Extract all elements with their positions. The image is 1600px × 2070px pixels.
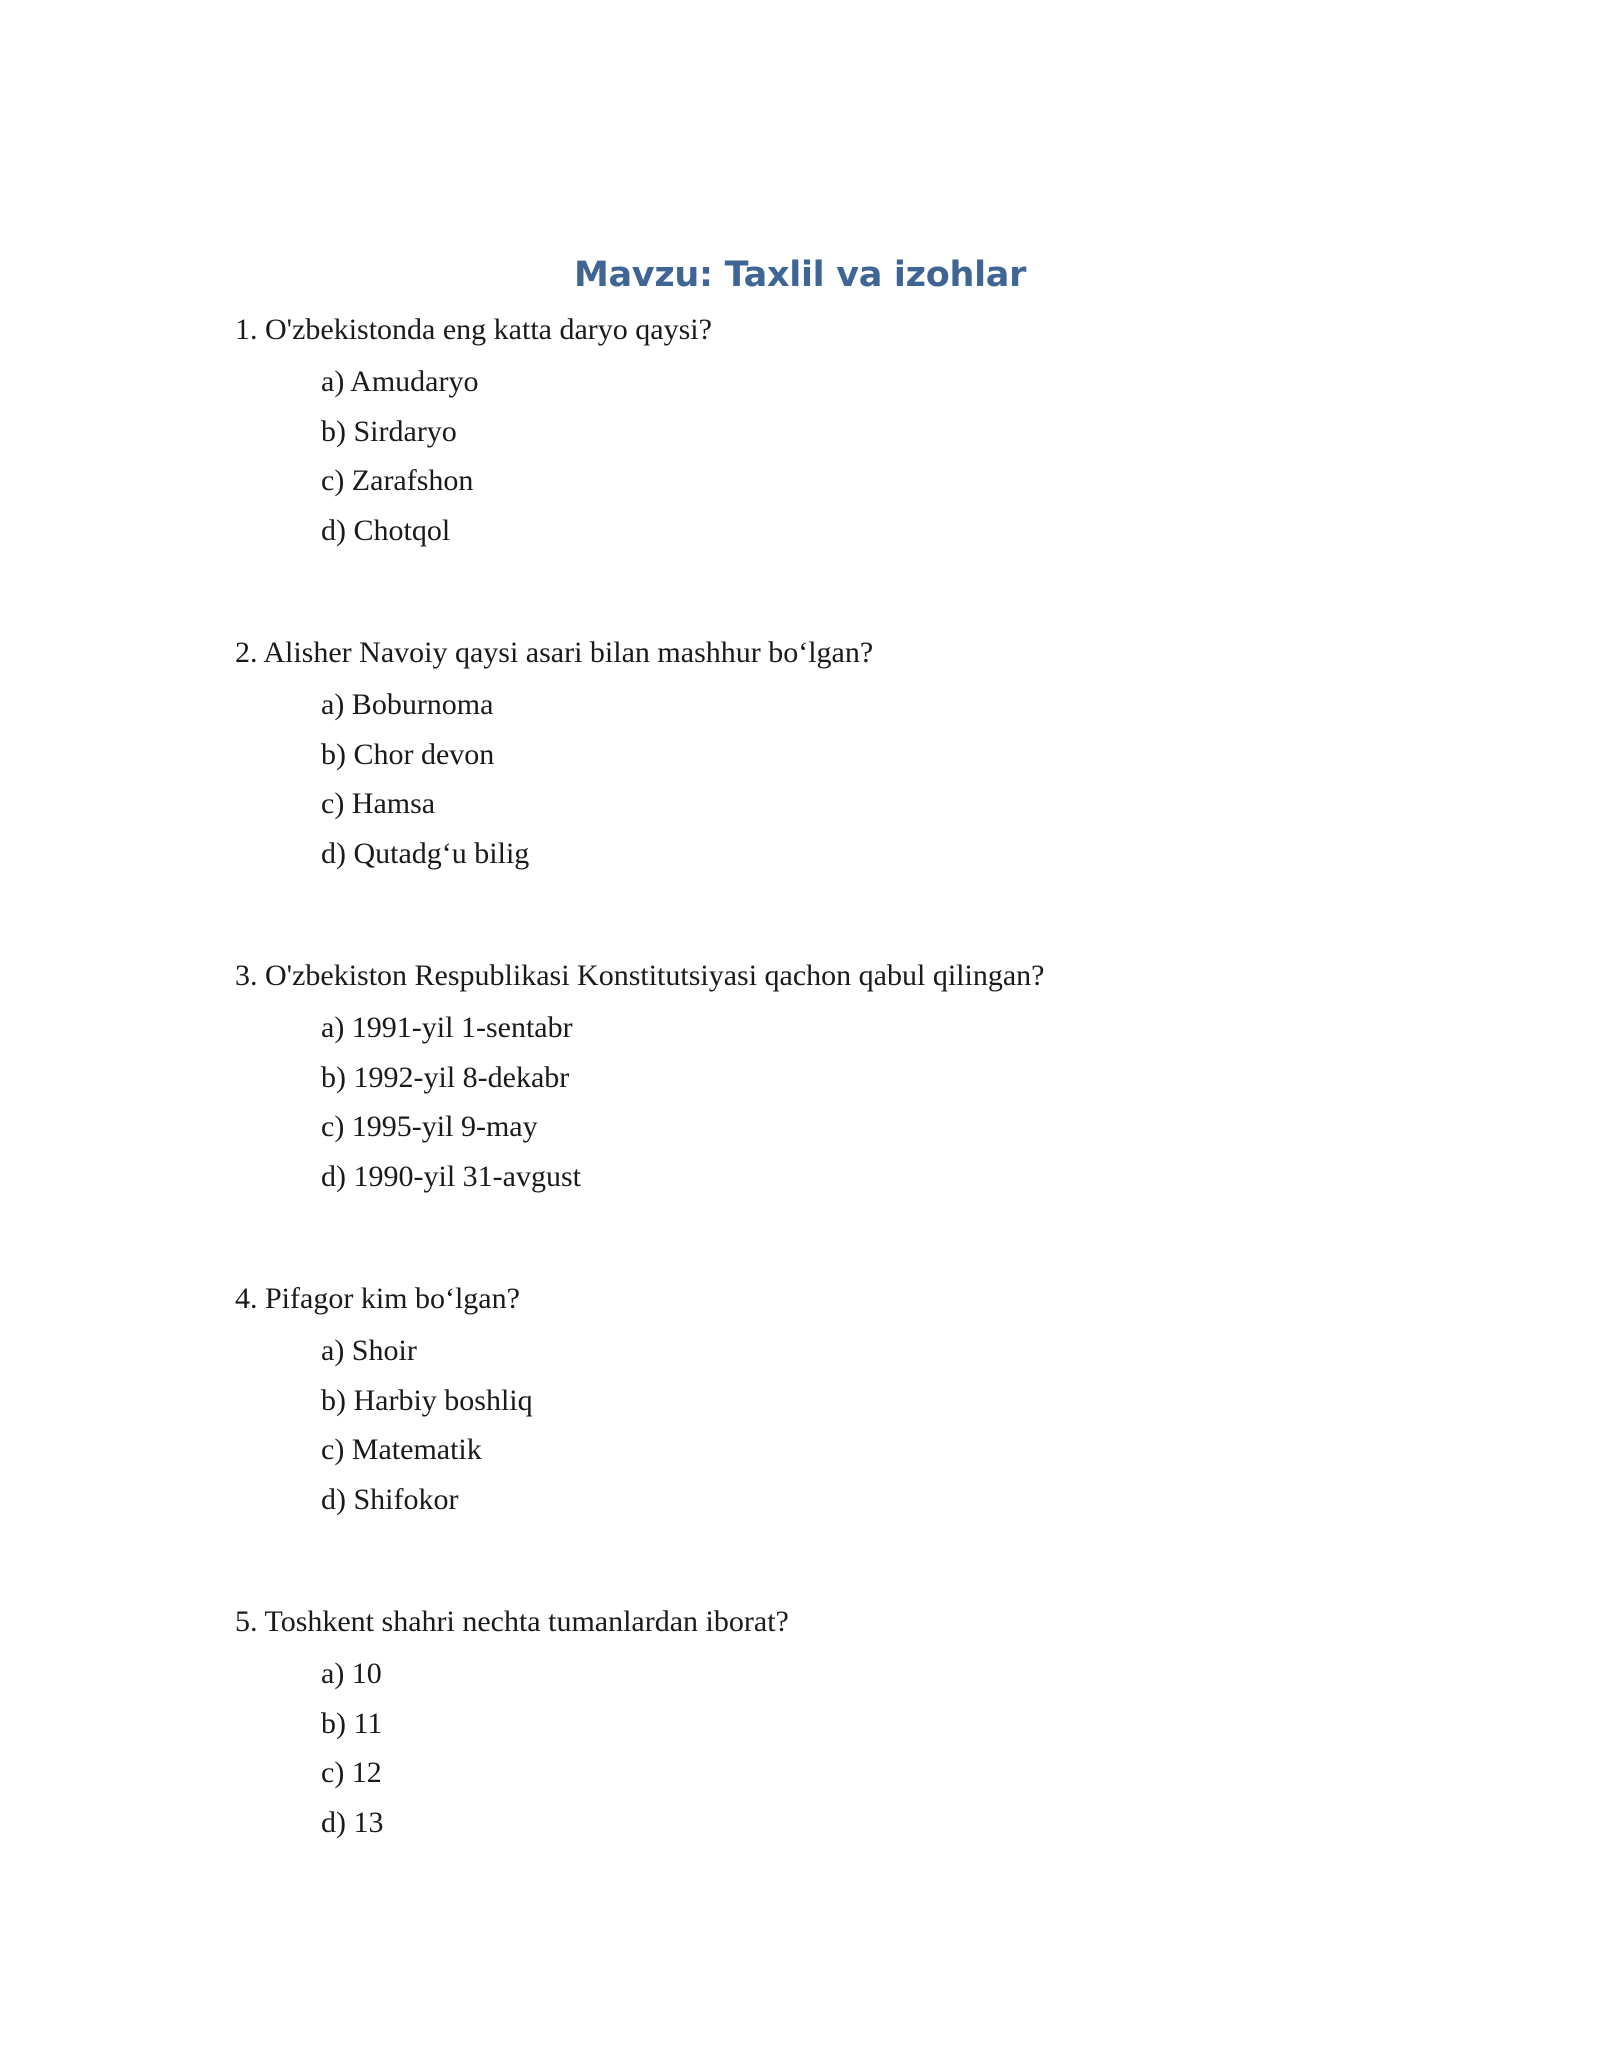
answer-options [321,362,1435,560]
question-text: 5. Toshkent shahri nechta tumanlardan iborat? [235,1605,789,1638]
answer-option: d) Chotqol [321,513,451,547]
question-2 [235,633,1435,883]
answer-option: b) Harbiy boshliq [321,1383,533,1417]
question-text: 2. Alisher Navoiy qaysi asari bilan mashhur bo‘lgan? [235,636,874,669]
answer-option: d) 1990-yil 31-avgust [321,1159,581,1193]
answer-option: c) 12 [321,1756,382,1789]
answer-option: a) Shoir [321,1334,417,1367]
question-1 [235,310,1435,560]
answer-options [321,1331,1435,1529]
question-text: 1. O'zbekistonda eng katta daryo qaysi? [235,313,712,346]
question-4 [235,1279,1435,1529]
question-text: 4. Pifagor kim bo‘lgan? [235,1282,520,1315]
page-title: Mavzu: Taxlil va izohlar [573,255,1027,295]
answer-option: b) 1992-yil 8-dekabr [321,1060,570,1094]
answer-option: b) 11 [321,1706,383,1740]
answer-option: b) Sirdaryo [321,414,457,448]
answer-options [321,1654,1435,1852]
answer-option: a) 1991-yil 1-sentabr [321,1011,573,1044]
answer-option: d) Shifokor [321,1482,459,1516]
answer-option: b) Chor devon [321,737,495,771]
answer-option: c) Zarafshon [321,464,474,497]
answer-option: a) Boburnoma [321,688,494,721]
answer-options [321,1008,1435,1206]
answer-option: c) Matematik [321,1433,482,1466]
answer-option: c) 1995-yil 9-may [321,1110,538,1143]
question-5 [235,1602,1435,1852]
answer-option: d) Qutadg‘u bilig [321,836,530,870]
question-text: 3. O'zbekiston Respublikasi Konstitutsiyasi qachon qabul qilingan? [235,959,1045,992]
answer-option: c) Hamsa [321,787,436,820]
question-3 [235,956,1435,1206]
answer-option: d) 13 [321,1805,384,1839]
answer-option: a) 10 [321,1657,382,1690]
answer-option: a) Amudaryo [321,365,479,398]
answer-options [321,685,1435,883]
